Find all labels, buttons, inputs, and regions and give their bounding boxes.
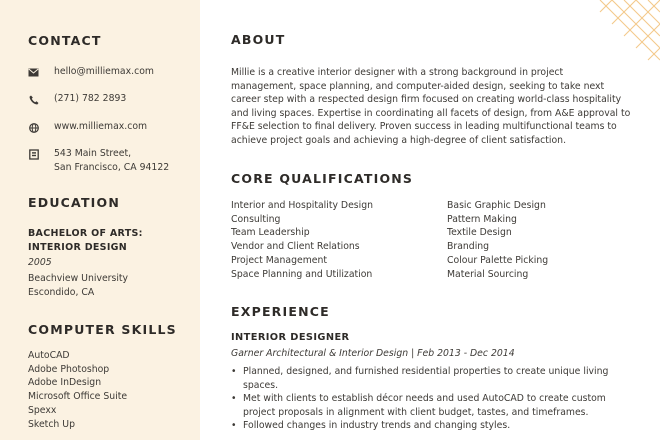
- list-item: Project Management: [231, 254, 328, 266]
- decorative-grid-pattern: [596, 0, 660, 62]
- contact-address-row: [28, 147, 169, 175]
- list-item: Spexx: [28, 404, 57, 416]
- envelope-icon: [28, 67, 39, 78]
- about-heading: ABOUT: [231, 32, 286, 47]
- location-icon: [28, 149, 39, 160]
- degree-line-1: BACHELOR OF ARTS:: [28, 228, 143, 239]
- list-item: Adobe InDesign: [28, 377, 102, 389]
- list-item: Interior and Hospitality Design: [231, 200, 374, 211]
- contact-phone-row: [28, 92, 126, 106]
- list-item: Consulting: [231, 213, 281, 225]
- list-item: • Met with clients to establish décor needs and used AutoCAD to create custom project proposals in alignment with client budget, tastes, and timeframes.: [231, 392, 611, 419]
- list-item: Colour Palette Picking: [447, 254, 549, 266]
- list-item: • Followed changes in industry trends and changing styles.: [231, 419, 611, 433]
- list-item: Pattern Making: [447, 213, 517, 225]
- list-item: Team Leadership: [231, 227, 310, 239]
- contact-address: [54, 147, 169, 175]
- phone-icon: [28, 94, 39, 105]
- list-item: • Planned, designed, and furnished residential properties to create unique living spaces.: [231, 365, 611, 392]
- list-item: Space Planning and Utilization: [231, 268, 373, 280]
- job-company: Garner Architectural & Interior Design | Feb 2013 - Dec 2014: [231, 348, 515, 359]
- contact-email-row: [28, 65, 154, 79]
- contact-heading: CONTACT: [28, 33, 102, 48]
- list-item: Sketch Up: [28, 418, 75, 430]
- about-text: Millie is a creative interior designer with a strong background in project management, space planning, and computer-aided design, seeking to take next career step with a respected design firm focused on creating world-class hospitality and living spaces. Expertise in coordinating all facets of design, from A&E approval to FF&E selection to final delivery. Proven success in leading multifunctional teams to achieve project goals and achieving a high-degree of client satisfaction.: [231, 67, 631, 146]
- education-heading: EDUCATION: [28, 195, 121, 210]
- education-school: Beachview University: [28, 273, 129, 284]
- contact-email[interactable]: hello@milliemax.com: [54, 66, 154, 77]
- qualifications-right-list: [447, 199, 548, 281]
- qualifications-left-list: [231, 199, 373, 281]
- computer-skills-heading: COMPUTER SKILLS: [28, 322, 177, 337]
- main-content: [200, 0, 660, 440]
- degree-line-2: INTERIOR DESIGN: [28, 241, 128, 253]
- sidebar: [0, 0, 200, 440]
- list-item: Vendor and Client Relations: [231, 241, 360, 253]
- address-line-1: 543 Main Street,: [54, 148, 132, 159]
- education-degree: [28, 227, 143, 254]
- contact-phone[interactable]: (271) 782 2893: [54, 93, 127, 104]
- education-location: Escondido, CA: [28, 287, 95, 298]
- globe-icon: [28, 122, 39, 133]
- list-item: Adobe Photoshop: [28, 363, 110, 375]
- list-item: Basic Graphic Design: [447, 200, 546, 211]
- contact-website-row: [28, 120, 147, 134]
- qualifications-heading: CORE QUALIFICATIONS: [231, 171, 414, 186]
- list-item: Material Sourcing: [447, 268, 529, 280]
- job-title: INTERIOR DESIGNER: [231, 332, 350, 343]
- education-year: 2005: [28, 257, 52, 268]
- list-item: AutoCAD: [28, 350, 70, 361]
- contact-website[interactable]: www.milliemax.com: [54, 121, 148, 132]
- list-item: Branding: [447, 241, 490, 253]
- computer-skills-list: [28, 349, 127, 431]
- experience-bullets: [231, 365, 611, 433]
- address-line-2: San Francisco, CA 94122: [54, 162, 170, 173]
- list-item: Textile Design: [447, 227, 512, 239]
- list-item: Microsoft Office Suite: [28, 391, 128, 403]
- experience-heading: EXPERIENCE: [231, 304, 330, 319]
